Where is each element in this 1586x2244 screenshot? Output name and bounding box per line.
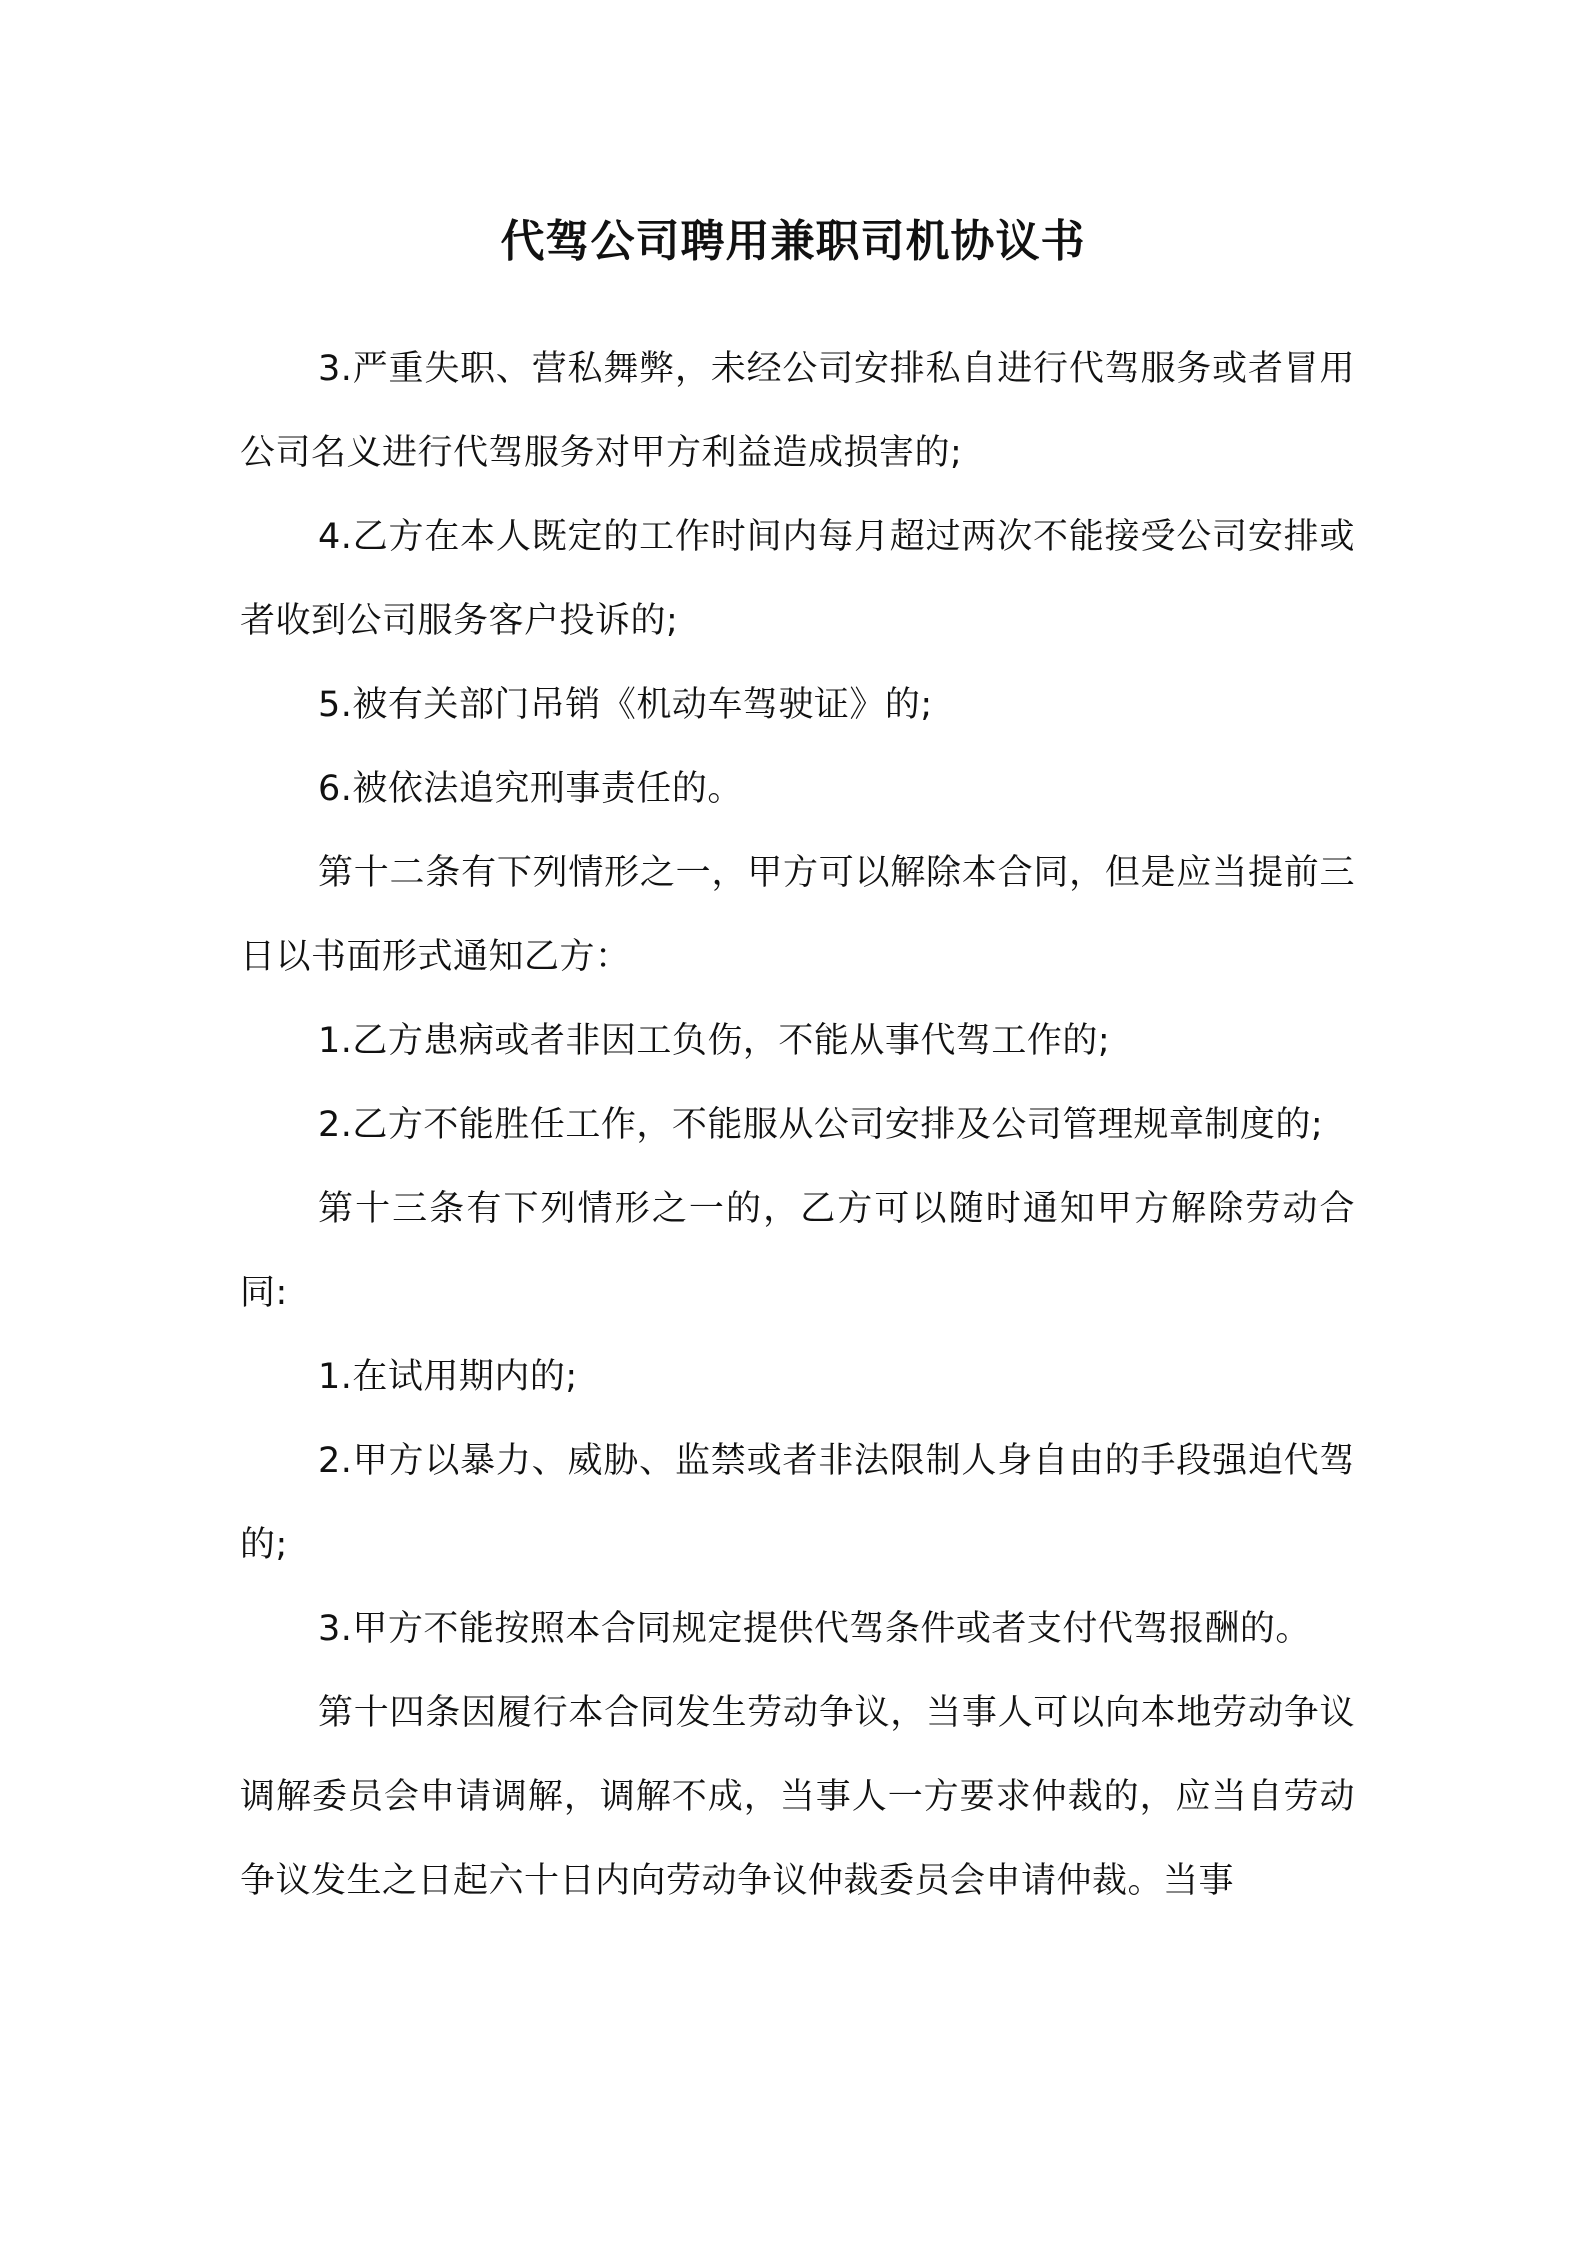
paragraph: 5.被有关部门吊销《机动车驾驶证》的; (318, 685, 933, 725)
paragraph: 1.乙方患病或者非因工负伤，不能从事代驾工作的; (318, 1021, 1111, 1061)
paragraph: 第十四条因履行本合同发生劳动争议，当事人可以向本地劳动争议调解委员会申请调解，调解不成，当事人一方要求仲裁的，应当自劳动争议发生之日起六十日内向劳动争议仲裁委员会申请仲裁。当事 (240, 1693, 1355, 1901)
paragraph: 第十二条有下列情形之一，甲方可以解除本合同，但是应当提前三日以书面形式通知乙方： (240, 853, 1355, 977)
paragraph: 3.严重失职、营私舞弊，未经公司安排私自进行代驾服务或者冒用公司名义进行代驾服务对甲方利益造成损害的; (240, 349, 1355, 473)
paragraph: 1.在试用期内的; (318, 1357, 578, 1397)
paragraph: 3.甲方不能按照本合同规定提供代驾条件或者支付代驾报酬的。 (318, 1609, 1311, 1649)
paragraph: 2.甲方以暴力、威胁、监禁或者非法限制人身自由的手段强迫代驾的; (240, 1441, 1355, 1565)
document-body (240, 327, 1355, 1923)
paragraph: 4.乙方在本人既定的工作时间内每月超过两次不能接受公司安排或者收到公司服务客户投诉的; (240, 517, 1355, 641)
paragraph: 第十三条有下列情形之一的，乙方可以随时通知甲方解除劳动合同: (240, 1189, 1355, 1313)
document-title: 代驾公司聘用兼职司机协议书 (500, 216, 1086, 267)
paragraph: 2.乙方不能胜任工作，不能服从公司安排及公司管理规章制度的; (318, 1105, 1324, 1145)
paragraph: 6.被依法追究刑事责任的。 (318, 769, 743, 809)
